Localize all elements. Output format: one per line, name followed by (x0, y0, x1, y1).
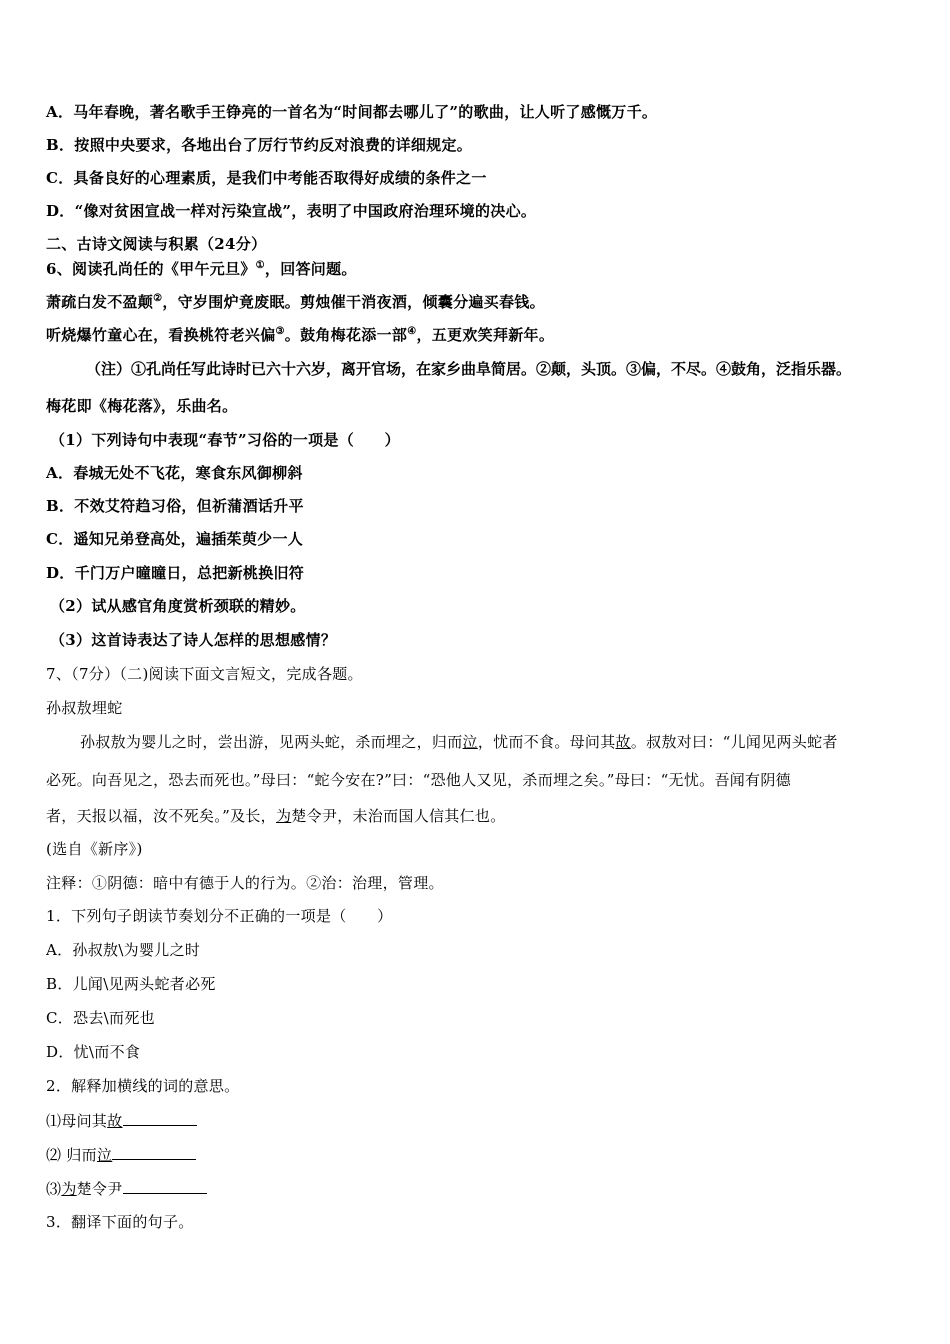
passage-line-2: 必死。向吾见之，恐去而死也。”母曰：“蛇今安在?”曰：“恐他人又见，杀而埋之矣。”母曰：“无忧。吾闻有阴德 (46, 771, 791, 789)
underlined-word: 泣 (462, 733, 478, 751)
q6-sub1-option-b: B．不效艾符趋习俗，但祈蒲酒话升平 (46, 497, 304, 515)
poem-text: 。鼓角梅花添一部 (284, 326, 408, 344)
passage-line-3 (46, 806, 506, 826)
passage-line-1 (80, 732, 838, 752)
poem-line-1 (46, 292, 545, 312)
q6-sub2: （2）试从感官角度赏析颈联的精妙。 (50, 597, 306, 615)
underlined-word: 故 (107, 1112, 123, 1130)
footnote-mark: ③ (275, 326, 285, 337)
poem-line-2 (46, 325, 554, 345)
q6-sub1-option-d: D．千门万户曈曈日，总把新桃换旧符 (46, 564, 305, 582)
mc-option-d: D．“像对贫困宣战一样对污染宣战”，表明了中国政府治理环境的决心。 (46, 202, 537, 220)
q7-sub1: 1．下列句子朗读节奏划分不正确的一项是（ ） (46, 907, 393, 925)
q6-sub1-option-a: A．春城无处不飞花，寒食东风御柳斜 (46, 464, 303, 482)
poem-text: 萧疏白发不盈颠 (46, 293, 154, 311)
answer-blank[interactable] (123, 1110, 197, 1126)
fill-item-label: ⑴母问其 (46, 1112, 108, 1130)
q6-sub1-option-c: C．遥知兄弟登高处，遍插茱萸少一人 (46, 530, 304, 548)
q6-intro (46, 259, 357, 279)
footnote-mark: ④ (407, 326, 417, 337)
poem-text: ，守岁围炉竟废眠。剪烛催干消夜酒，倾囊分遍买春钱。 (162, 293, 545, 311)
passage-source: (选自《新序》) (46, 840, 143, 858)
footnote-mark: ② (153, 293, 163, 304)
fill-item-label: ⑵ 归而 (46, 1146, 97, 1164)
poem-note-line-2: 梅花即《梅花落》，乐曲名。 (46, 397, 238, 415)
poem-text: 听烧爆竹童心在，看换桃符老兴偏 (46, 326, 276, 344)
q7-sub1-option-b: B．儿闻\见两头蛇者必死 (46, 975, 216, 993)
q6-sub3: （3）这首诗表达了诗人怎样的思想感情？ (50, 631, 337, 649)
underlined-word: 为 (275, 807, 292, 825)
poem-note-line-1: （注）①孔尚任写此诗时已六十六岁，离开官场，在家乡曲阜简居。②颠，头顶。③偏，不尽。④鼓角，泛指乐器。 (86, 360, 852, 378)
passage-text: 者，天报以福，汝不死矣。”及长， (46, 807, 276, 825)
underlined-word: 故 (615, 733, 631, 751)
passage-text: ，忧而不食。母问其 (477, 733, 616, 751)
passage-text: 楚令尹，未治而国人信其仁也。 (291, 807, 506, 825)
q7-sub2: 2．解释加横线的词的意思。 (46, 1077, 240, 1095)
q7-sub1-option-a: A．孙叔敖\为婴儿之时 (46, 941, 201, 959)
fill-item-label: ⑶ (46, 1180, 62, 1198)
q6-intro-text-end: ，回答问题。 (264, 260, 357, 278)
underlined-word: 泣 (96, 1146, 113, 1164)
fill-item-after: 楚令尹 (76, 1180, 123, 1198)
mc-option-c: C．具备良好的心理素质，是我们中考能否取得好成绩的条件之一 (46, 169, 487, 187)
q7-sub3: 3．翻译下面的句子。 (46, 1213, 194, 1231)
q7-sub1-option-d: D．忧\而不食 (46, 1043, 141, 1061)
underlined-word: 为 (61, 1180, 77, 1198)
q7-sub1-option-c: C．恐去\而死也 (46, 1009, 155, 1027)
mc-option-a: A．马年春晚，著名歌手王铮亮的一首名为“时间都去哪儿了”的歌曲，让人听了感慨万千。 (46, 103, 658, 121)
passage-text: 。叔敖对曰：“儿闻见两头蛇者 (630, 733, 838, 751)
section-title: 二、古诗文阅读与积累（24分） (46, 235, 267, 253)
fill-item-1 (46, 1110, 197, 1131)
footnote-mark: ① (255, 260, 265, 271)
q6-intro-text: 6、阅读孔尚任的《甲午元旦》 (46, 260, 256, 278)
passage-notes: 注释：①阴德：暗中有德于人的行为。②治：治理，管理。 (46, 874, 444, 892)
q6-sub1: （1）下列诗句中表现“春节”习俗的一项是（ ） (50, 431, 400, 449)
fill-item-2 (46, 1144, 196, 1165)
passage-text: 孙叔敖为婴儿之时，尝出游，见两头蛇，杀而埋之，归而 (80, 733, 463, 751)
q7-intro: 7、（7分）（二)阅读下面文言短文，完成各题。 (46, 665, 363, 683)
fill-item-3 (46, 1178, 207, 1199)
mc-option-b: B．按照中央要求，各地出台了厉行节约反对浪费的详细规定。 (46, 136, 473, 154)
passage-title: 孙叔敖埋蛇 (46, 699, 123, 717)
poem-text: ，五更欢笑拜新年。 (416, 326, 555, 344)
answer-blank[interactable] (123, 1178, 207, 1194)
answer-blank[interactable] (112, 1144, 196, 1160)
